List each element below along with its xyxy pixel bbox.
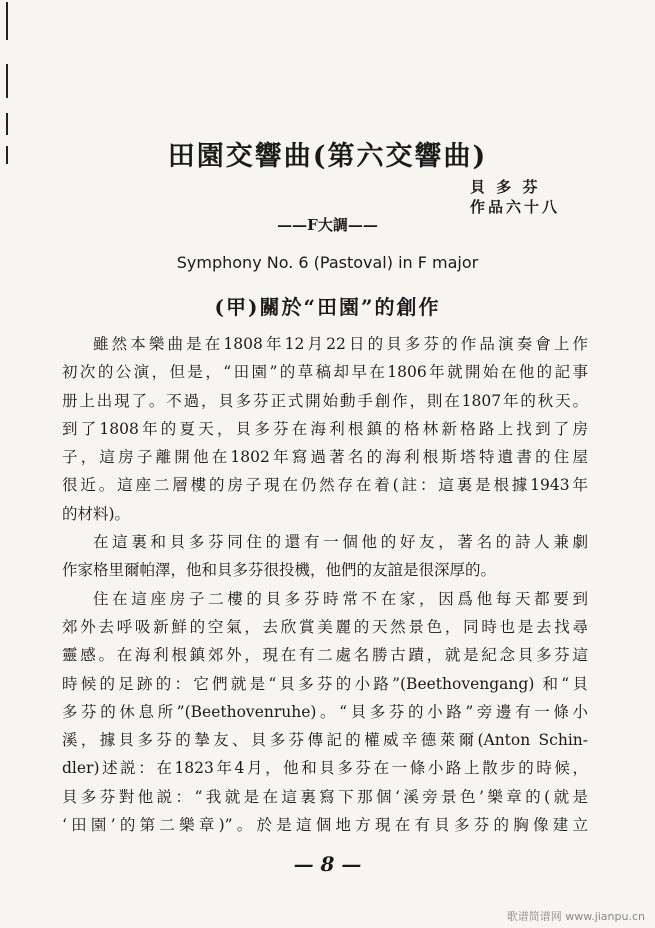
key-subtitle: ——F大調—— bbox=[277, 216, 378, 234]
text-line: 時候的足跡的：它們就是“貝多芬的小路”(Beethovengang) 和“貝 bbox=[62, 674, 588, 693]
watermark: 歌谱简谱网 www.jianpu.cn bbox=[506, 910, 645, 923]
text-line: 册上出現了。不過，貝多芬正式開始動手創作，則在1807年的秋天。 bbox=[62, 391, 588, 410]
paragraph bbox=[62, 528, 588, 585]
text-line: 溪，據貝多芬的摯友、貝多芬傳記的權威辛德萊爾(Anton Schin- bbox=[62, 731, 588, 750]
page-number: — 8 — bbox=[293, 852, 362, 876]
margin-mark bbox=[6, 64, 8, 98]
text-line: 在這裏和貝多芬同住的還有一個他的好友，著名的詩人兼劇 bbox=[93, 533, 588, 552]
page-title: 田園交響曲(第六交響曲) bbox=[167, 141, 488, 172]
text-line: 多芬的休息所”(Beethovenruhe)。“貝多芬的小路”旁邊有一條小 bbox=[62, 702, 588, 721]
text-line: 子，這房子離開他在1802年寫過著名的海利根斯塔特遺書的住屋 bbox=[62, 448, 588, 467]
text-line: 郊外去呼吸新鮮的空氣，去欣賞美麗的天然景色，同時也是去找尋 bbox=[62, 617, 588, 636]
section-heading: (甲)關於“田園”的創作 bbox=[214, 295, 441, 319]
text-line: 貝多芬對他説：“我就是在這裏寫下那個‘溪旁景色’樂章的(就是 bbox=[62, 787, 588, 806]
text-line: dler)述説：在1823年4月，他和貝多芬在一條小路上散步的時候， bbox=[62, 759, 588, 778]
paragraph bbox=[62, 330, 588, 528]
text-line: 初次的公演，但是，“田園”的草稿却早在1806年就開始在他的記事 bbox=[62, 363, 588, 382]
text-line: 作家格里爾帕澤，他和貝多芬很投機，他們的友誼是很深厚的。 bbox=[62, 561, 497, 580]
text-line: 的材料)。 bbox=[62, 504, 131, 523]
text-line: ‘田園’的第二樂章)”。於是這個地方現在有貝多芬的胸像建立 bbox=[62, 816, 588, 835]
paragraph bbox=[62, 585, 588, 840]
margin-mark bbox=[6, 2, 8, 40]
text-line: 很近。這座二層樓的房子現在仍然存在着(註：這裏是根據1943年 bbox=[62, 476, 588, 495]
body-text bbox=[62, 330, 588, 839]
text-line: 住在這座房子二樓的貝多芬時常不在家，因爲他每天都要到 bbox=[93, 589, 588, 608]
text-line: 到了1808年的夏天，貝多芬在海利根鎮的格林新格路上找到了房 bbox=[62, 419, 588, 438]
opus-number: 作品六十八 bbox=[470, 198, 561, 216]
margin-mark bbox=[6, 113, 8, 135]
text-line: 靈感。在海利根鎮郊外，現在有二處名勝古蹟，就是紀念貝多芬這 bbox=[62, 646, 588, 665]
english-title: Symphony No. 6 (Pastoval) in F major bbox=[176, 253, 479, 272]
text-line: 雖然本樂曲是在1808年12月22日的貝多芬的作品演奏會上作 bbox=[93, 335, 588, 353]
composer-name: 貝 多 芬 bbox=[470, 178, 541, 196]
